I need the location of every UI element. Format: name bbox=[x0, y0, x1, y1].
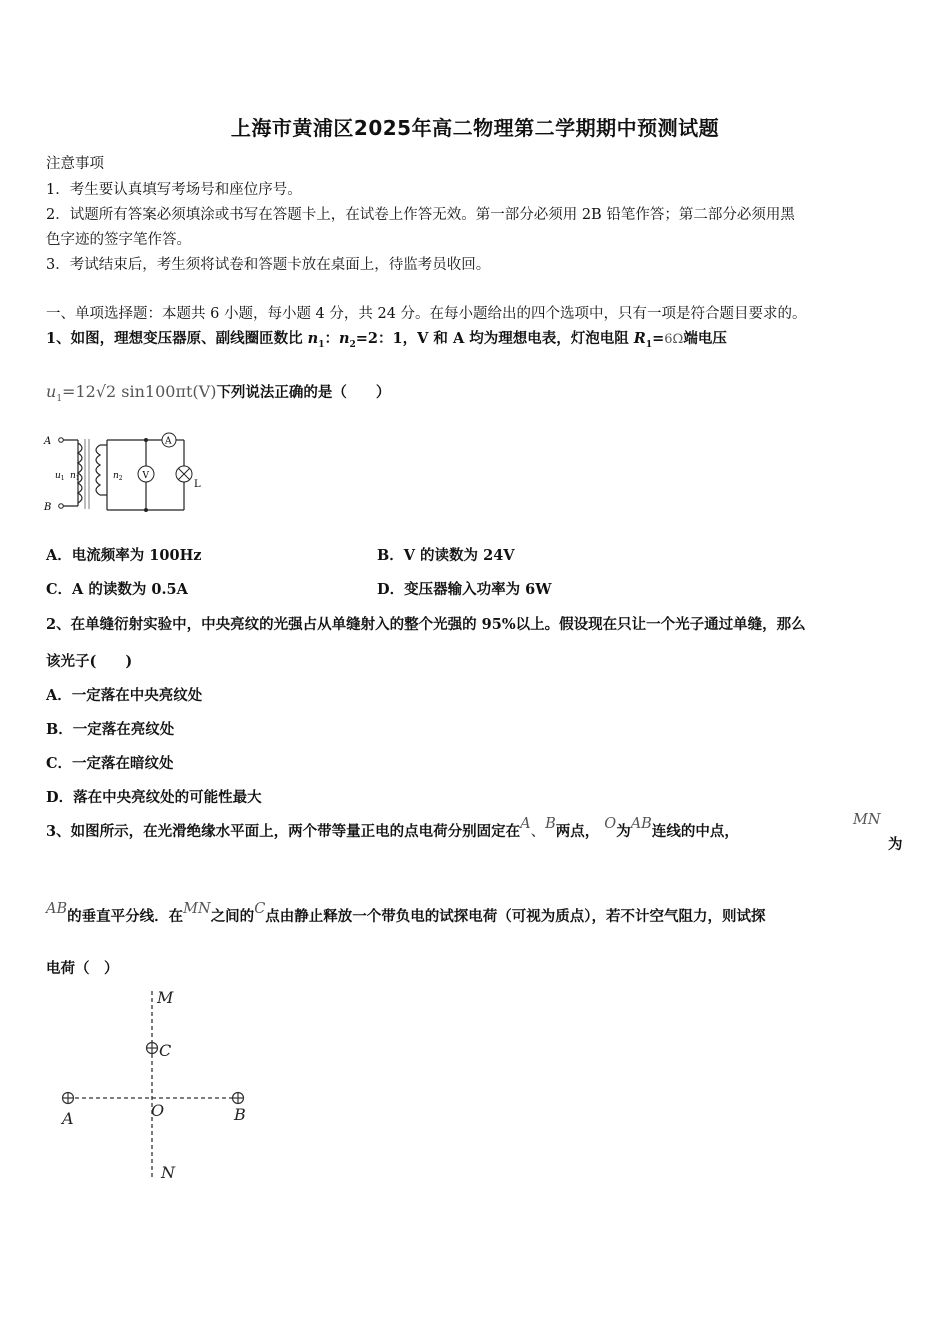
charges-diagram bbox=[55, 985, 265, 1190]
section-heading: 一、单项选择题：本题共 6 小题，每小题 4 分，共 24 分。在每小题给出的四个选项中，只有一项是符合题目要求的。 bbox=[46, 306, 807, 322]
q3-stem: 3、如图所示，在光滑绝缘水平面上，两个带等量正电的点电荷分别固定在A、B两点， O为AB连线的中点， bbox=[46, 816, 739, 840]
q2-option-a: A．一定落在中央亮纹处 bbox=[46, 687, 203, 704]
lamp-label: L bbox=[194, 479, 201, 490]
label-n: N bbox=[161, 1163, 175, 1182]
notice-item: 色字迹的签字笔作答。 bbox=[46, 232, 191, 248]
q2-stem-cont: 该光子( ) bbox=[46, 653, 133, 670]
notice-item: 1．考生要认真填写考场号和座位序号。 bbox=[46, 182, 302, 198]
notice-heading: 注意事项 bbox=[46, 156, 104, 172]
q1-stem: 1、如图，理想变压器原、副线圈匝数比 $n_1$：$n_2=2$：1，V 和 A 均为理想电表，灯泡电阻 $R_1=6\Omega$端电压 bbox=[46, 330, 727, 350]
terminal-b-icon bbox=[59, 504, 64, 509]
label-m: M bbox=[157, 988, 174, 1007]
transformer-circuit-diagram bbox=[40, 425, 220, 520]
label-o: O bbox=[151, 1101, 165, 1120]
voltmeter-label: V bbox=[142, 471, 149, 481]
q2-option-d: D．落在中央亮纹处的可能性最大 bbox=[46, 789, 262, 806]
charge-b-icon bbox=[233, 1093, 244, 1104]
label-a: A bbox=[62, 1109, 74, 1128]
page-title: 上海市黄浦区2025年高二物理第二学期期中预测试题 bbox=[230, 116, 720, 140]
label-b: B bbox=[234, 1105, 246, 1124]
notice-item: 2．试题所有答案必须填涂或书写在答题卡上，在试卷上作答无效。第一部分必须用 2B 铅笔作答；第二部分必须用黑 bbox=[46, 207, 795, 223]
label-n2: $n_2$ bbox=[113, 471, 123, 482]
label-c: C bbox=[159, 1041, 172, 1060]
charge-c-icon bbox=[147, 1043, 158, 1054]
q1-option-d: D．变压器输入功率为 6W bbox=[377, 581, 552, 598]
label-n1: $n_1$ bbox=[70, 471, 80, 482]
q3-stem-end: 电荷（ ） bbox=[46, 960, 119, 977]
ammeter-label: A bbox=[165, 436, 172, 447]
q1-option-b: B．V 的读数为 24V bbox=[377, 547, 515, 564]
q1-option-c: C．A 的读数为 0.5A bbox=[46, 581, 188, 598]
q3-mn-label: MN bbox=[853, 812, 881, 828]
q2-stem: 2、在单缝衍射实验中，中央亮纹的光强占从单缝射入的整个光强的 95%以上。假设现在只让一个光子通过单缝，那么 bbox=[46, 616, 806, 633]
label-a: A bbox=[44, 436, 52, 447]
label-u1: $u_1$ bbox=[55, 471, 65, 482]
label-b: B bbox=[44, 502, 52, 513]
q2-option-b: B．一定落在亮纹处 bbox=[46, 721, 175, 738]
q2-option-c: C．一定落在暗纹处 bbox=[46, 755, 174, 772]
notice-item: 3．考试结束后，考生须将试卷和答题卡放在桌面上，待监考员收回。 bbox=[46, 257, 491, 273]
lamp-icon bbox=[176, 466, 192, 482]
q1-formula-line: $u_1=12√2$ sin100πt(V)下列说法正确的是（ ） bbox=[46, 382, 391, 405]
q1-option-a: A．电流频率为 100Hz bbox=[46, 547, 202, 564]
terminal-a-icon bbox=[59, 438, 64, 443]
q3-stem-cont: AB的垂直平分线．在MN之间的C点由静止释放一个带负电的试探电荷（可视为质点），若不计空气阻力，则试探 bbox=[46, 901, 766, 925]
voltage-formula: $u_1=12√2$ sin100πt(V) bbox=[46, 382, 217, 405]
charge-a-icon bbox=[63, 1093, 74, 1104]
resistance-value: 6Ω bbox=[664, 332, 684, 347]
